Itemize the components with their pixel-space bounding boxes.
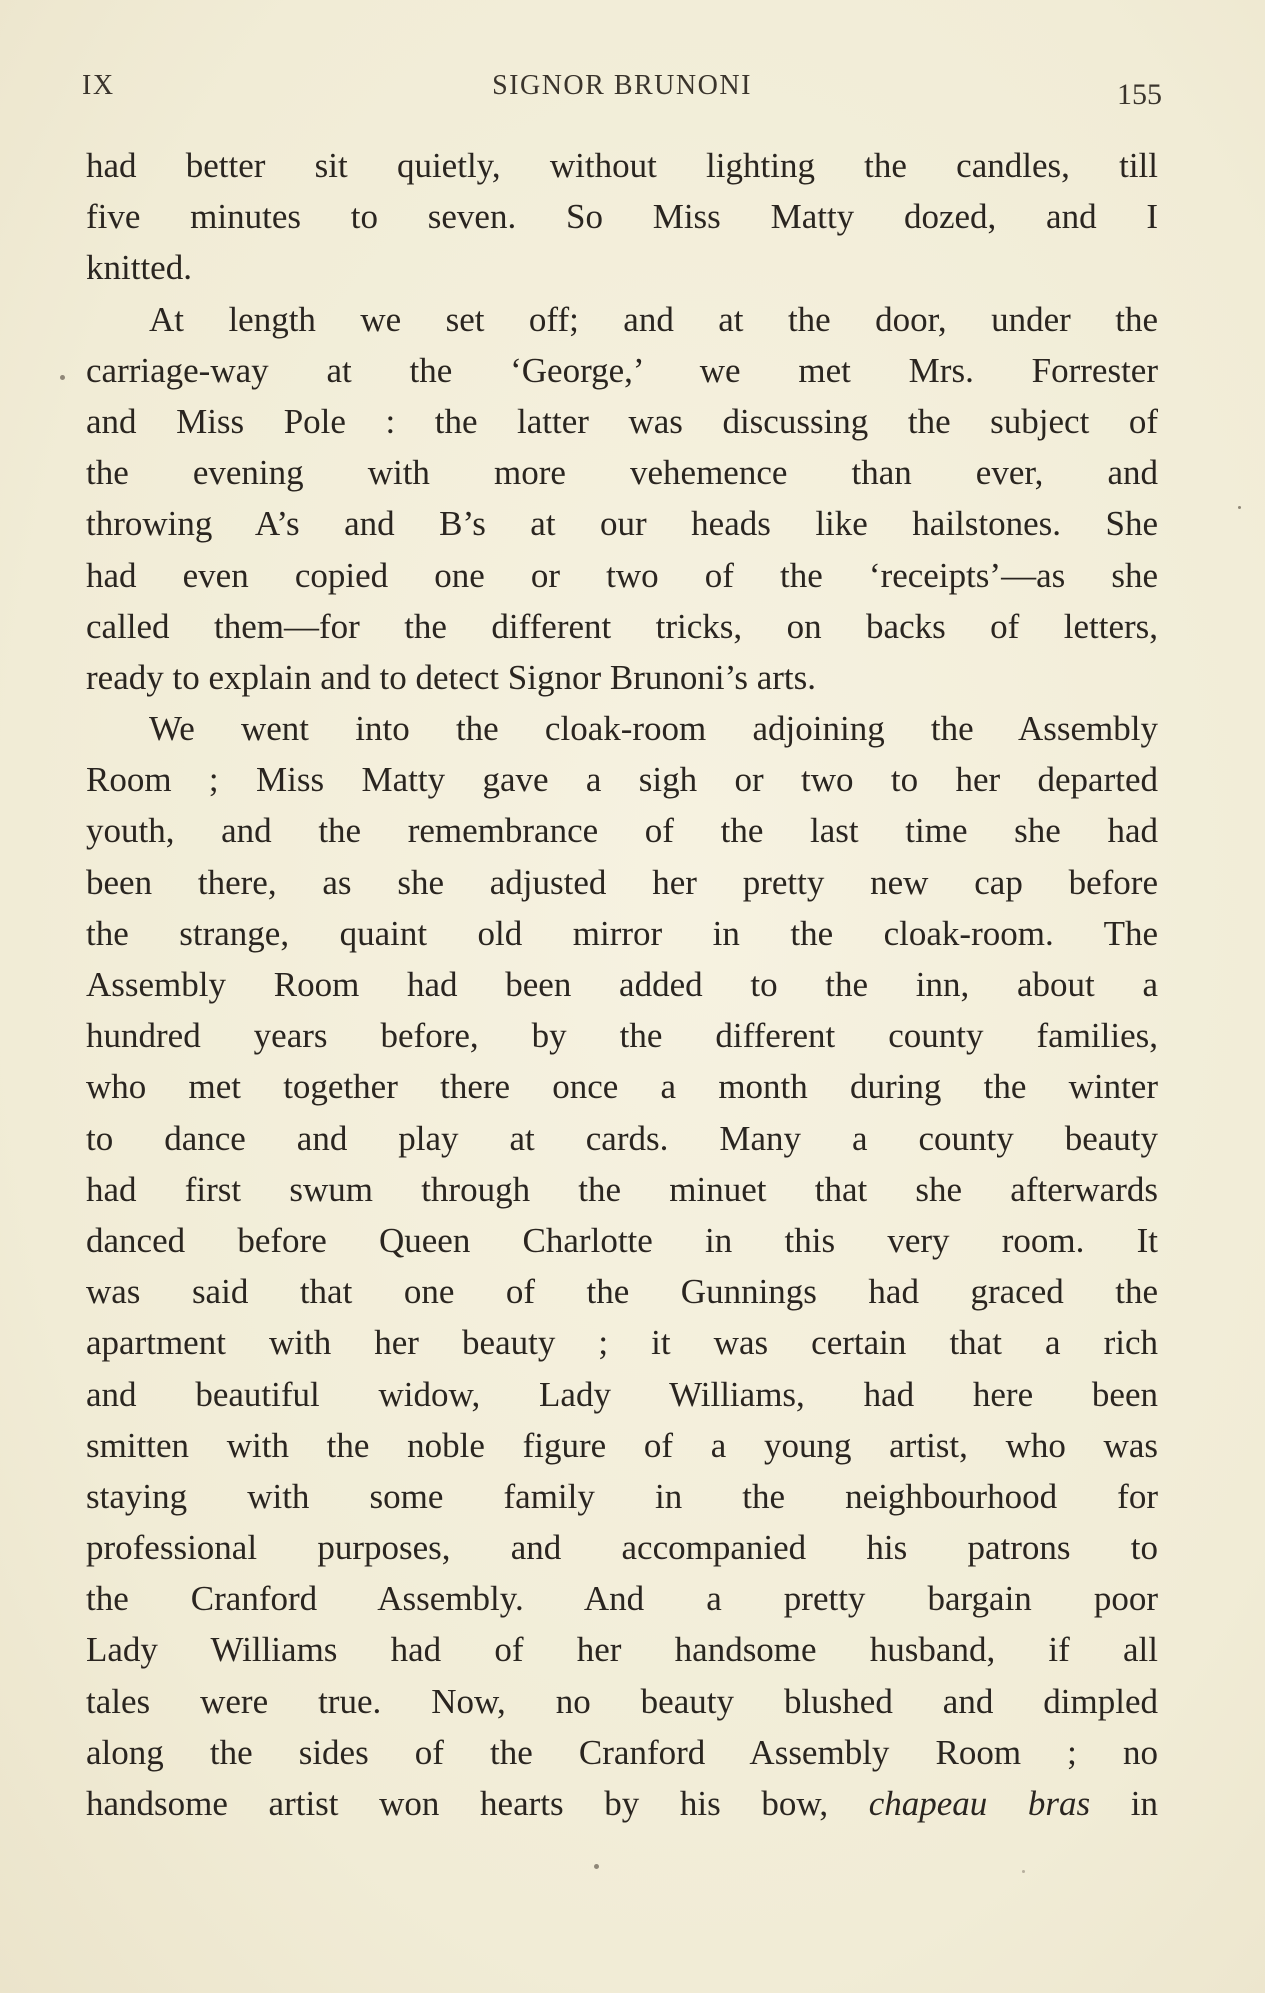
text-line: who met together there once a month during the winter [86,1067,1158,1107]
final-line-end: in [1130,1784,1158,1823]
text-line: the strange, quaint old mirror in the cloak-room. The [86,913,1158,953]
text-line: had first swum through the minuet that she afterwards [86,1169,1158,1209]
text-line: Lady Williams had of her handsome husband, if all [86,1630,1158,1670]
text-line: tales were true. Now, no beauty blushed and dimpled [86,1681,1158,1721]
text-line: knitted. [86,248,192,288]
text-line: carriage-way at the ‘George,’ we met Mrs. Forrester [86,350,1158,390]
text-line: five minutes to seven. So Miss Matty dozed, and I [86,197,1158,237]
text-line: youth, and the remembrance of the last time she had [86,811,1158,851]
text-line: along the sides of the Cranford Assembly Room ; no [86,1732,1158,1772]
text-line: and Miss Pole : the latter was discussing the subject of [86,401,1158,441]
paper-speck [1022,1870,1025,1873]
final-line-start: handsome artist won hearts by his bow, [86,1784,829,1823]
text-line: Room ; Miss Matty gave a sigh or two to her departed [86,760,1158,800]
chapter-number: IX [82,70,115,101]
paper-speck [594,1864,599,1869]
text-line: At length we set off; and at the door, under the [149,299,1158,339]
text-line: Assembly Room had been added to the inn, about a [86,965,1158,1004]
text-line: danced before Queen Charlotte in this very room. It [86,1220,1158,1260]
text-line: We went into the cloak-room adjoining the Assembly [149,709,1158,749]
text-line: throwing A’s and B’s at our heads like hailstones. She [86,504,1158,544]
text-line: to dance and play at cards. Many a county beauty [86,1118,1158,1158]
text-line: the Cranford Assembly. And a pretty bargain poor [86,1579,1158,1619]
text-line: ready to explain and to detect Signor Brunoni’s arts. [86,657,816,697]
text-line: been there, as she adjusted her pretty new cap before [86,862,1158,902]
text-line: called them—for the different tricks, on backs of letters, [86,606,1158,646]
text-line: had better sit quietly, without lighting the candles, till [86,146,1158,185]
text-line: apartment with her beauty ; it was certain that a rich [86,1323,1158,1363]
text-line: hundred years before, by the different county families, [86,1016,1158,1056]
italic-phrase: chapeau bras [868,1784,1091,1823]
text-line: staying with some family in the neighbourhood for [86,1476,1158,1516]
chapter-title: SIGNOR BRUNONI [492,70,752,101]
page-number: 155 [1117,78,1162,111]
paper-speck [1238,506,1241,509]
running-head [82,68,1162,112]
text-line: had even copied one or two of the ‘receipts’—as she [86,555,1158,595]
body-text [86,140,1158,1829]
paper-speck [60,375,65,380]
text-line: and beautiful widow, Lady Williams, had here been [86,1374,1158,1414]
text-line: the evening with more vehemence than ever, and [86,453,1158,493]
text-line: was said that one of the Gunnings had graced the [86,1272,1158,1312]
text-line-final [86,1778,1158,1829]
text-line: professional purposes, and accompanied his patrons to [86,1528,1158,1568]
text-line: smitten with the noble figure of a young artist, who was [86,1425,1158,1465]
